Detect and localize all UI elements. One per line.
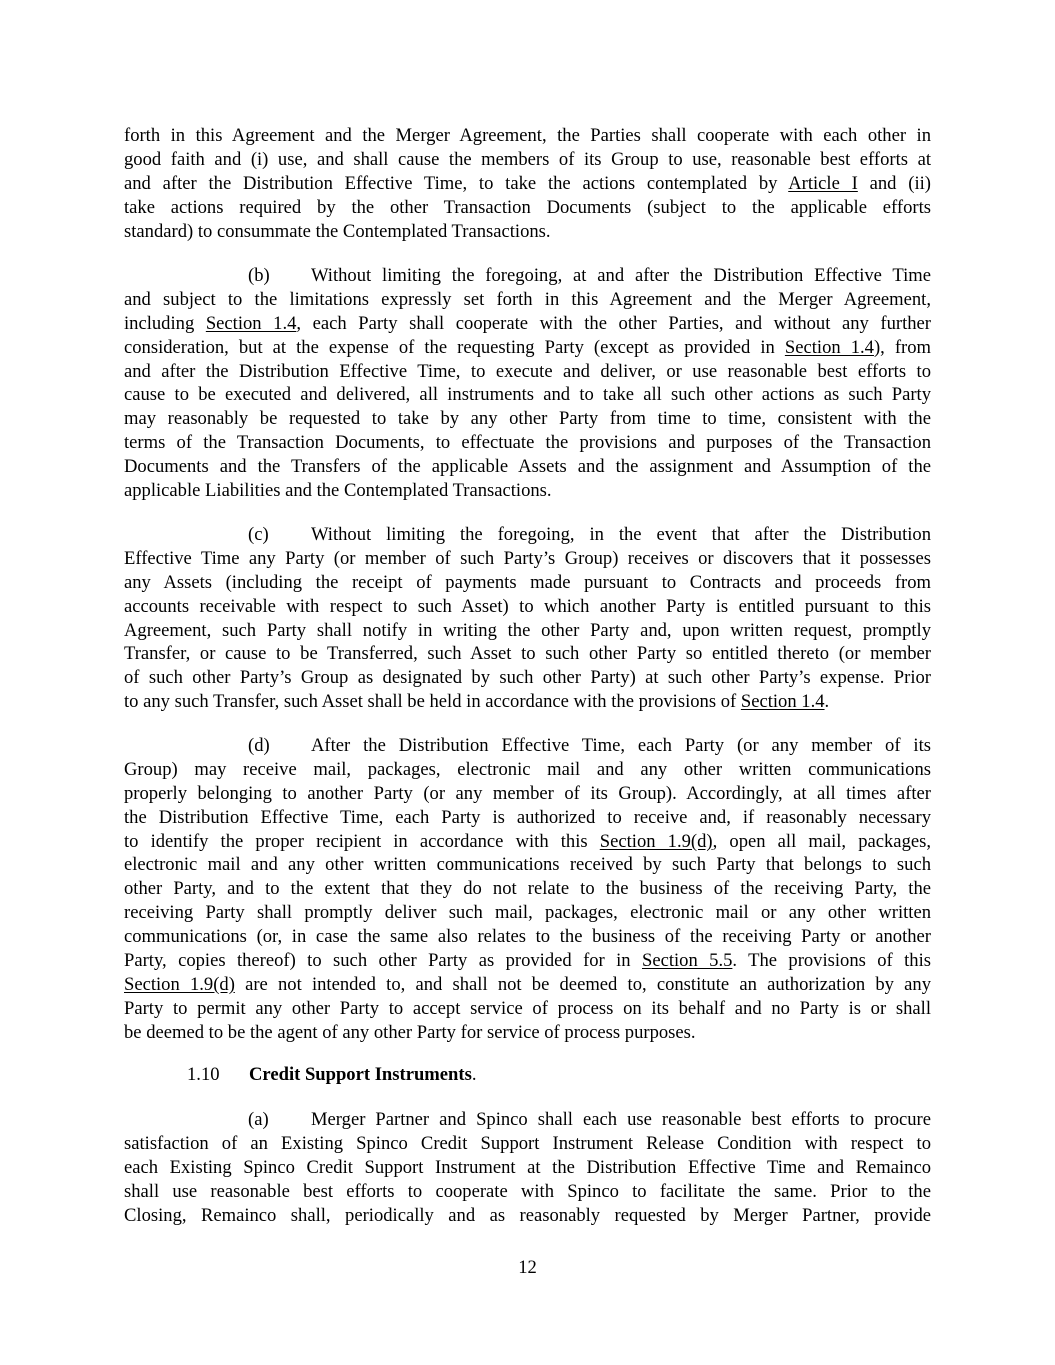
article-i-link[interactable]: Article I (788, 172, 858, 194)
text-line: consideration, but at the expense of the requesting Party (except as provided in Section 1.4), from (124, 336, 931, 358)
paragraph-marker: (b) (248, 265, 270, 286)
text-line: accounts receivable with respect to such Asset) to which another Party is entitled pursuant to this (124, 595, 931, 617)
section-1-4-link[interactable]: Section 1.4 (205, 312, 297, 334)
text-line: other Party, and to the extent that they do not relate to the business of the receiving Party, the (124, 878, 931, 900)
paragraph-marker: (c) (248, 524, 269, 545)
text-line: Transfer, or cause to be Transferred, such Asset to such other Party so entitled thereto (or member (124, 643, 931, 665)
text-line: of such other Party’s Group as designated by such other Party) at such other Party’s expense. Prior (124, 667, 931, 689)
section-1-9d-link[interactable]: Section 1.9(d) (599, 830, 713, 852)
text-line: any Assets (including the receipt of payments made pursuant to Contracts and proceeds from (124, 571, 931, 593)
section-5-5-link[interactable]: Section 5.5 (642, 950, 733, 972)
text-line: standard) to consummate the Contemplated Transactions. (124, 220, 551, 242)
text-line: Documents and the Transfers of the applicable Assets and the assignment and Assumption of the (124, 456, 931, 478)
text-line: Party, copies thereof) to such other Party as provided for in Section 5.5. The provisions of this (124, 950, 931, 972)
text-line: cause to be executed and delivered, all instruments and to take all such other actions as such Party (124, 384, 931, 406)
section-1-4-link[interactable]: Section 1.4 (784, 336, 874, 358)
section-1-4-link[interactable]: Section 1.4 (740, 691, 825, 713)
text-line: to any such Transfer, such Asset shall be held in accordance with the provisions of Section 1.4. (124, 691, 830, 713)
section-number: 1.10 (187, 1064, 220, 1085)
page-number: 12 (518, 1257, 537, 1278)
paragraph-marker: (d) (248, 735, 270, 756)
paragraph-c (124, 523, 931, 714)
text-line: including Section 1.4, each Party shall cooperate with the other Parties, and without any further (124, 312, 931, 334)
text-line: receiving Party shall promptly deliver such mail, packages, electronic mail or any other written (124, 902, 931, 924)
text-line: Section 1.9(d) are not intended to, and shall not be deemed to, constitute an authorization by any (124, 973, 931, 995)
section-1-9d-link[interactable]: Section 1.9(d) (124, 973, 235, 995)
text-line: Effective Time any Party (or member of such Party’s Group) receives or discovers that it possesses (124, 547, 931, 569)
paragraph-b (124, 264, 931, 503)
text-line: Group) may receive mail, packages, electronic mail and any other written communications (124, 758, 931, 780)
text-line: (c) Without limiting the foregoing, in the event that after the Distribution (248, 524, 931, 545)
text-line: properly belonging to another Party (or any member of its Group). Accordingly, at all times after (124, 782, 931, 804)
paragraph-d (124, 734, 931, 1045)
text-line: may reasonably be requested to take by any other Party from time to time, consistent with the (124, 408, 931, 430)
text-line: be deemed to be the agent of any other Party for service of process purposes. (124, 1021, 696, 1043)
text-line: satisfaction of an Existing Spinco Credit Support Instrument Release Condition with respect to (124, 1132, 931, 1154)
section-heading: 1.10 Credit Support Instruments. (187, 1064, 477, 1085)
section-title: Credit Support Instruments (249, 1064, 472, 1085)
text-line: the Distribution Effective Time, each Party is authorized to receive and, if reasonably necessary (124, 806, 931, 828)
text-line: communications (or, in case the same also relates to the business of the receiving Party or another (124, 926, 931, 948)
paragraph-1-10-a (124, 1108, 931, 1227)
text-line: (b) Without limiting the foregoing, at and after the Distribution Effective Time (248, 265, 931, 286)
text-line: Agreement, such Party shall notify in writing the other Party and, upon written request, promptly (124, 619, 931, 641)
text-line: take actions required by the other Transaction Documents (subject to the applicable efforts (124, 196, 931, 218)
text-line: (d) After the Distribution Effective Time, each Party (or any member of its (248, 735, 931, 756)
text-line: Party to permit any other Party to accept service of process on its behalf and no Party is or shall (124, 997, 931, 1019)
text-line: electronic mail and any other written communications received by such Party that belongs to such (124, 854, 931, 876)
text-line: to identify the proper recipient in accordance with this Section 1.9(d), open all mail, packages, (124, 830, 931, 852)
text-line: and after the Distribution Effective Time, to take the actions contemplated by Article I and (ii) (124, 172, 931, 194)
paragraph-marker: (a) (248, 1109, 269, 1130)
text-line: (a) Merger Partner and Spinco shall each use reasonable best efforts to procure (248, 1109, 931, 1130)
text-line: and after the Distribution Effective Time, to execute and deliver, or use reasonable best efforts to (124, 360, 931, 382)
text-line: and subject to the limitations expressly set forth in this Agreement and the Merger Agreement, (124, 288, 931, 310)
text-line: terms of the Transaction Documents, to effectuate the provisions and purposes of the Transaction (124, 432, 931, 454)
text-line: good faith and (i) use, and shall cause the members of its Group to use, reasonable best efforts at (124, 148, 931, 170)
text-line: forth in this Agreement and the Merger Agreement, the Parties shall cooperate with each other in (124, 125, 931, 146)
text-line: shall use reasonable best efforts to cooperate with Spinco to facilitate the same. Prior to the (124, 1180, 931, 1202)
text-line: applicable Liabilities and the Contemplated Transactions. (124, 480, 552, 502)
paragraph-continuation (124, 124, 931, 243)
text-line: Closing, Remainco shall, periodically and as reasonably requested by Merger Partner, provide (124, 1204, 931, 1226)
text-line: each Existing Spinco Credit Support Instrument at the Distribution Effective Time and Remainco (124, 1156, 931, 1178)
